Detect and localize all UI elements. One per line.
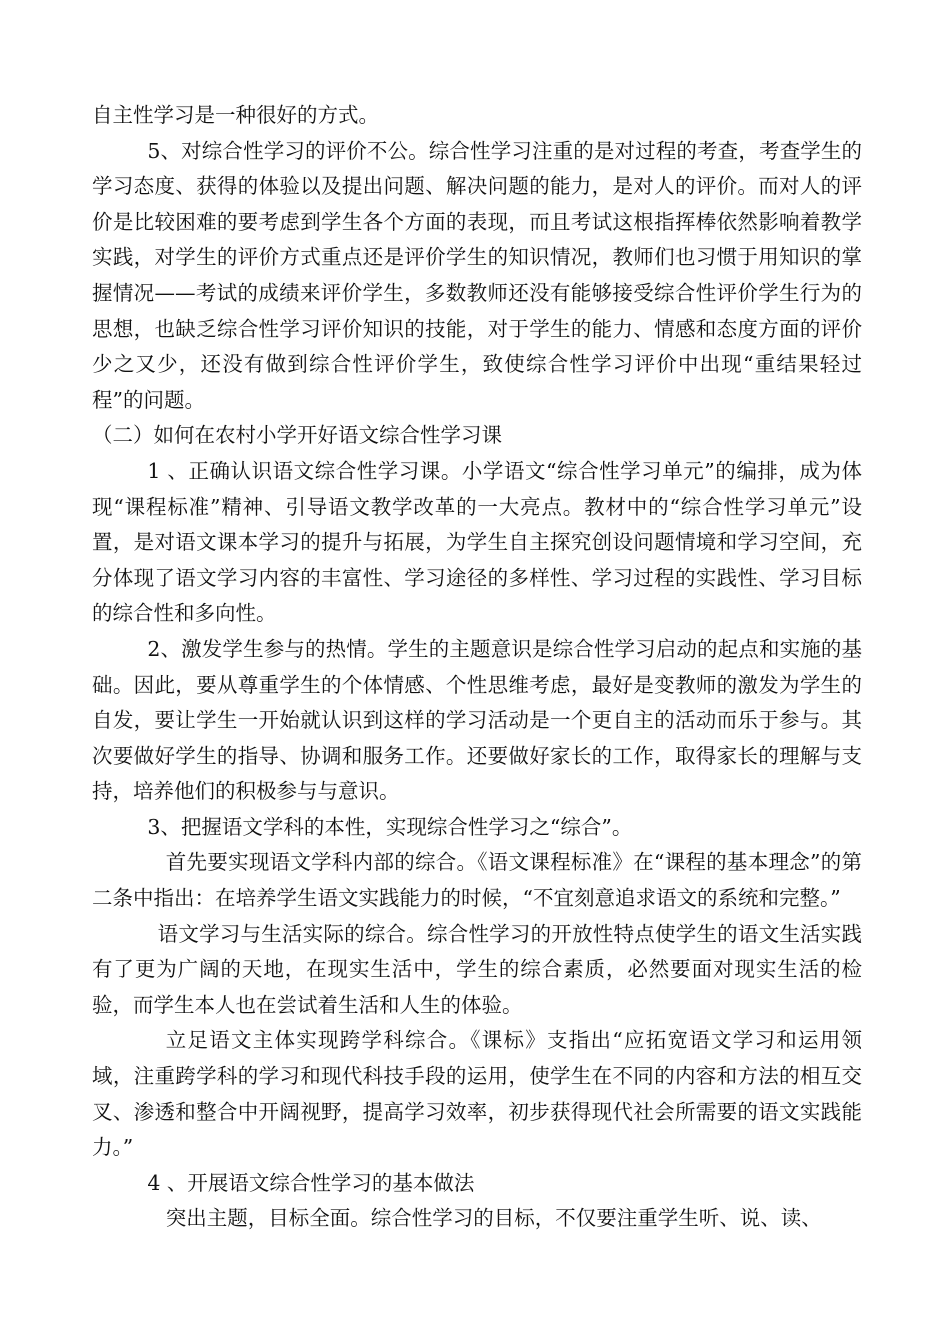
paragraph-cross-subject: 立足语文主体实现跨学科综合。《课标》支指出“应拓宽语文学习和运用领域，注重跨学科的学习和现代科技手段的运用，使学生在不同的内容和方法的相互交叉、渗透和整合中开阔视野，提高学习效率，初步获得现代社会所需要的语文实践能力。” — [92, 1028, 862, 1160]
paragraph-point-3: 3、把握语文学科的本性，实现综合性学习之“综合”。 — [147, 814, 633, 839]
paragraph-continuation: 自主性学习是一种很好的方式。 — [92, 103, 379, 127]
paragraph-point-2: 2、激发学生参与的热情。学生的主题意识是综合性学习启动的起点和实施的基础。因此，要从尊重学生的个体情感、个性思维考虑，最好是变教师的激发为学生的自发，要让学生一开始就认识到这样的学习活动是一个更自主的活动而乐于参与。其次要做好学生的指导、协调和服务工作。还要做好家长的工作，取得家长的理解与支持，培养他们的积极参与与意识。 — [92, 636, 862, 804]
paragraph-point-1: 1 、正确认识语文综合性学习课。小学语文“综合性学习单元”的编排，成为体现“课程标准”精神、引导语文教学改革的一大亮点。教材中的“综合性学习单元”设置，是对语文课本学习的提升与拓展，为学生自主探究创设问题情境和学习空间，充分体现了语文学习内容的丰富性、学习途径的多样性、学习过程的实践性、学习目标的综合性和多向性。 — [92, 458, 862, 626]
document-body — [92, 98, 862, 1237]
paragraph-evaluation-issue: 5、对综合性学习的评价不公。综合性学习注重的是对过程的考查，考查学生的学习态度、获得的体验以及提出问题、解决问题的能力，是对人的评价。而对人的评价是比较困难的要考虑到学生各个方面的表现，而且考试这根指挥棒依然影响着教学实践，对学生的评价方式重点还是评价学生的知识情况，教师们也习惯于用知识的掌握情况——考试的成绩来评价学生，多数教师还没有能够接受综合性评价学生行为的思想，也缺乏综合性学习评价知识的技能，对于学生的能力、情感和态度方面的评价少之又少，还没有做到综合性评价学生，致使综合性学习评价中出现“重结果轻过程”的问题。 — [92, 138, 862, 412]
section-heading-2: （二）如何在农村小学开好语文综合性学习课 — [92, 423, 502, 448]
paragraph-focus-theme: 突出主题，目标全面。综合性学习的目标，不仅要注重学生听、说、读、 — [165, 1206, 822, 1231]
paragraph-point-4: 4 、开展语文综合性学习的基本做法 — [147, 1170, 475, 1195]
paragraph-life-integration: 语文学习与生活实际的综合。综合性学习的开放性特点使学生的语文生活实践有了更为广阔的天地，在现实生活中，学生的综合素质，必然要面对现实生活的检验，而学生本人也在尝试着生活和人生的体验。 — [92, 921, 862, 1017]
paragraph-internal-integration: 首先要实现语文学科内部的综合。《语文课程标准》在“课程的基本理念”的第二条中指出：在培养学生语文实践能力的时候，“不宜刻意追求语文的系统和完整。” — [92, 850, 862, 911]
